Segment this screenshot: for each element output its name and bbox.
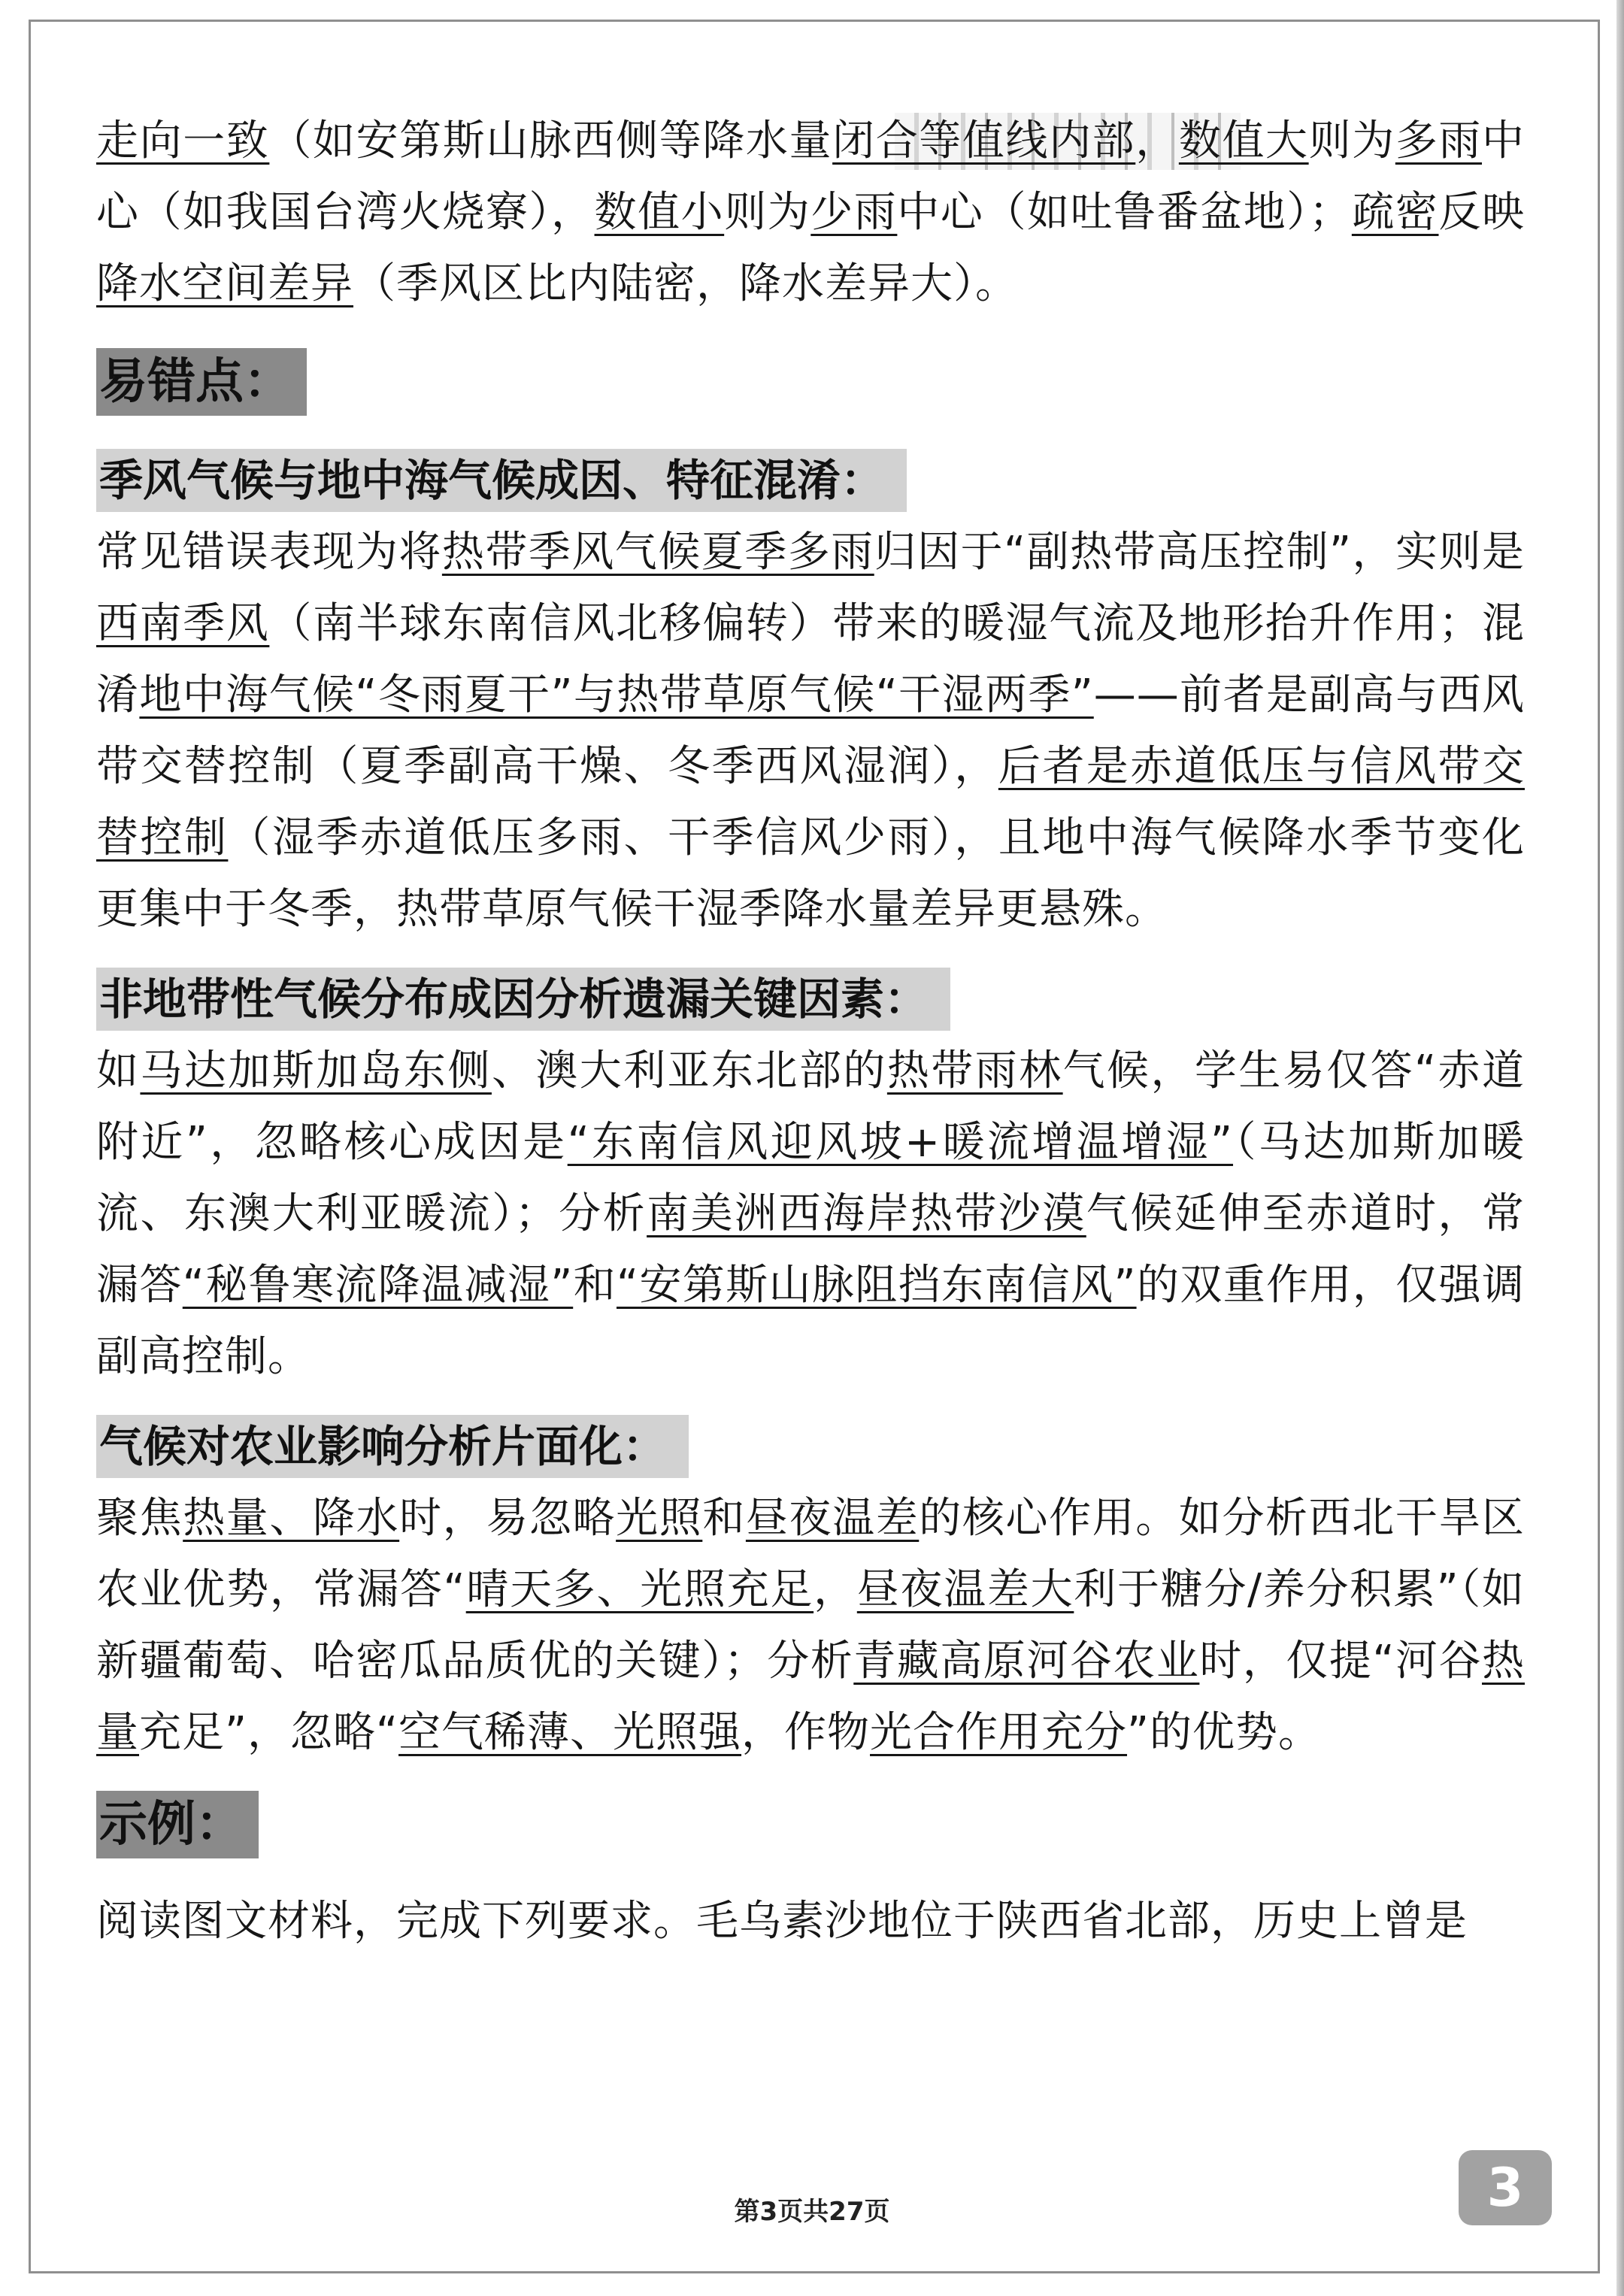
text-run: 的核心作用。如分析西北干旱区农业优势，常漏答“ (96, 1494, 1525, 1614)
underlined-text: “安第斯山脉阻挡东南信风” (616, 1261, 1137, 1310)
intro-paragraph (96, 105, 1525, 320)
underlined-text: 热带雨林 (886, 1047, 1063, 1095)
text-run: 中心（如吐鲁番盆地）； (897, 188, 1352, 237)
pitfall-section (96, 962, 1525, 1392)
text-run: 则为 (1308, 117, 1395, 165)
underlined-text: 热量、降水 (183, 1494, 400, 1543)
text-run: 时，易忽略 (399, 1494, 617, 1543)
underlined-text: 昼夜温差 (745, 1494, 920, 1543)
text-run: 气候，学生易仅答“赤道附近”，忽略核心成因是 (96, 1047, 1526, 1167)
text-run: 则为 (724, 188, 811, 237)
text-run: 时，仅提“河谷 (1199, 1637, 1483, 1686)
text-run: 和 (573, 1261, 617, 1310)
page-footer-text: 第3页共27页 (734, 2197, 890, 2227)
heading-pitfalls: 易错点： (96, 348, 307, 416)
underlined-text: 走向一致 (96, 117, 270, 165)
underlined-text: 少雨 (810, 188, 898, 237)
underlined-text: 数值小 (594, 188, 725, 237)
underlined-text: 地中海气候“冬雨夏干”与热带草原气候“干湿两季” (139, 671, 1094, 719)
section-title: 气候对农业影响分析片面化： (96, 1415, 689, 1478)
underlined-text: 西南季风 (96, 599, 270, 648)
section-paragraph (96, 516, 1525, 945)
underlined-text: “秘鲁寒流降温减湿” (182, 1261, 574, 1310)
pitfall-section (96, 443, 1525, 945)
pitfall-sections (96, 443, 1525, 1768)
text-run: 利于糖分/养分积累”（如新疆葡萄、哈密瓜品质优的关键）；分析 (96, 1565, 1526, 1686)
underlined-text: 降水空间差异 (96, 259, 353, 308)
text-run: 气候延伸至赤道时，常漏答 (96, 1189, 1525, 1310)
section-paragraph (96, 1035, 1525, 1392)
text-run: 充足”，忽略“ (139, 1708, 399, 1757)
underlined-text: 光照 (616, 1494, 703, 1543)
heading-example: 示例： (96, 1791, 259, 1858)
text-run: （南半球东南信风北移偏转）带来的暖湿气流及地形抬升作用；混淆 (96, 599, 1525, 719)
text-run: （如安第斯山脉西侧等降水量 (269, 117, 833, 165)
text-run: （马达加斯加暖流、东澳大利亚暖流）；分析 (96, 1118, 1526, 1238)
underlined-text: 马达加斯加岛东侧 (140, 1047, 492, 1095)
text-run: （湿季赤道低压多雨、干季信风少雨），且地中海气候降水季节变化更集中于冬季，热带草原气候干湿季降水量差异更悬殊。 (96, 813, 1525, 934)
page-number-badge: 3 (1459, 2150, 1552, 2225)
text-run: ， (814, 1565, 857, 1614)
text-run: （季风区比内陆密，降水差异大）。 (353, 259, 1018, 308)
underlined-text: 多雨 (1395, 117, 1482, 165)
underlined-text: 光合作用充分 (870, 1708, 1128, 1757)
scan-edge (1616, 0, 1624, 2296)
section-paragraph (96, 1483, 1525, 1768)
underlined-text: “东南信风迎风坡+暖流增温增湿” (567, 1118, 1234, 1167)
text-run: 如 (96, 1047, 141, 1095)
underlined-text: 闭合等值线内部 (832, 117, 1136, 165)
section-title: 季风气候与地中海气候成因、特征混淆： (96, 449, 907, 512)
underlined-text: 青藏高原河谷农业 (853, 1637, 1200, 1686)
underlined-text: 后者是赤道低压与信风带交替控制 (96, 742, 1525, 862)
underlined-text: 数值大 (1178, 117, 1309, 165)
underlined-text: 空气稀薄、光照强 (398, 1708, 742, 1757)
underlined-text: 晴天多、光照充足 (465, 1565, 814, 1614)
example-paragraph: 阅读图文材料，完成下列要求。毛乌素沙地位于陕西省北部，历史上曾是 (96, 1897, 1468, 1946)
document-body (96, 105, 1525, 1957)
underlined-text: 热带季风气候夏季多雨 (441, 528, 874, 577)
underlined-text: 南美洲西海岸热带沙漠 (647, 1189, 1086, 1238)
underlined-text: 热量 (96, 1637, 1526, 1757)
pitfall-section (96, 1409, 1525, 1768)
text-run: ”的优势。 (1127, 1708, 1322, 1757)
text-run: 和 (702, 1494, 746, 1543)
text-run: ，作物 (741, 1708, 871, 1757)
text-run: ——前者是副高与西风带交替控制（夏季副高干燥、冬季西风湿润）， (96, 671, 1526, 791)
text-run: 中心（如我国台湾火烧寮）， (96, 117, 1525, 237)
underlined-text: 昼夜温差大 (856, 1565, 1074, 1614)
text-run: 常见错误表现为将 (96, 528, 442, 577)
underlined-text: 疏密 (1351, 188, 1439, 237)
text-run: 归因于“副热带高压控制”，实则是 (874, 528, 1526, 577)
text-run: 聚焦 (96, 1494, 183, 1543)
text-run: 、澳大利亚东北部的 (491, 1047, 887, 1095)
text-run: 的双重作用，仅强调副高控制。 (96, 1261, 1526, 1381)
text-run: 反映 (1438, 188, 1526, 237)
text-run: ， (1135, 117, 1179, 165)
section-title: 非地带性气候分布成因分析遗漏关键因素： (96, 968, 950, 1031)
